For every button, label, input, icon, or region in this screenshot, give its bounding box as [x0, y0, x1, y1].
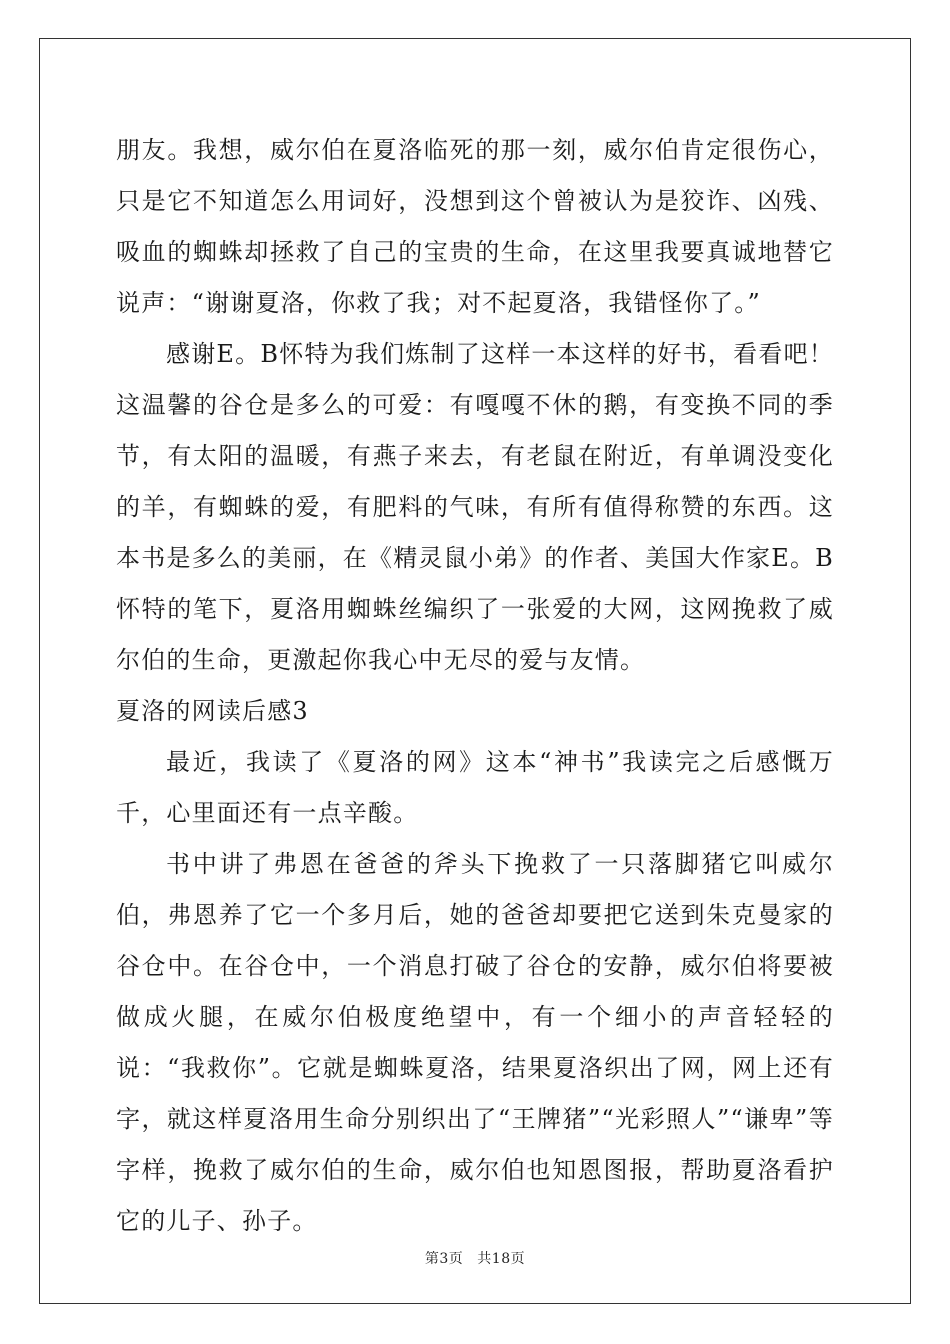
current-page-label: 第3页 [424, 1251, 464, 1267]
paragraph-thanks: 感谢E。B怀特为我们炼制了这样一本这样的好书，看看吧！这温馨的谷仓是多么的可爱：有嘎嘎不休的鹅，有变换不同的季节，有太阳的温暖，有燕子来去，有老鼠在附近，有单调没变化的羊，有蜘蛛的爱，有肥料的气味，有所有值得称赞的东西。这本书是多么的美丽，在《精灵鼠小弟》的作者、美国大作家E。B怀特的笔下，夏洛用蜘蛛丝编织了一张爱的大网，这网挽救了威尔伯的生命，更激起你我心中无尽的爱与友情。 [116, 340, 834, 674]
page-footer [0, 1248, 950, 1268]
paragraph-summary: 书中讲了弗恩在爸爸的斧头下挽救了一只落脚猪它叫威尔伯，弗恩养了它一个多月后，她的爸爸却要把它送到朱克曼家的谷仓中。在谷仓中，一个消息打破了谷仓的安静，威尔伯将要被做成火腿，在威尔伯极度绝望中，有一个细小的声音轻轻的说：“我救你”。它就是蜘蛛夏洛，结果夏洛织出了网，网上还有字，就这样夏洛用生命分别织出了“王牌猪”“光彩照人”“谦卑”等字样，挽救了威尔伯的生命，威尔伯也知恩图报，帮助夏洛看护它的儿子、孙子。 [116, 850, 834, 1235]
document-body [116, 125, 834, 1247]
paragraph-intro: 最近，我读了《夏洛的网》这本“神书”我读完之后感慨万千，心里面还有一点辛酸。 [116, 748, 834, 827]
section-heading: 夏洛的网读后感3 [116, 697, 309, 725]
paragraph-continuation: 朋友。我想，威尔伯在夏洛临死的那一刻，威尔伯肯定很伤心，只是它不知道怎么用词好，没想到这个曾被认为是狡诈、凶残、吸血的蜘蛛却拯救了自己的宝贵的生命，在这里我要真诚地替它说声：“谢谢夏洛，你救了我；对不起夏洛，我错怪你了。” [116, 136, 834, 317]
total-pages-label: 共18页 [477, 1251, 526, 1267]
